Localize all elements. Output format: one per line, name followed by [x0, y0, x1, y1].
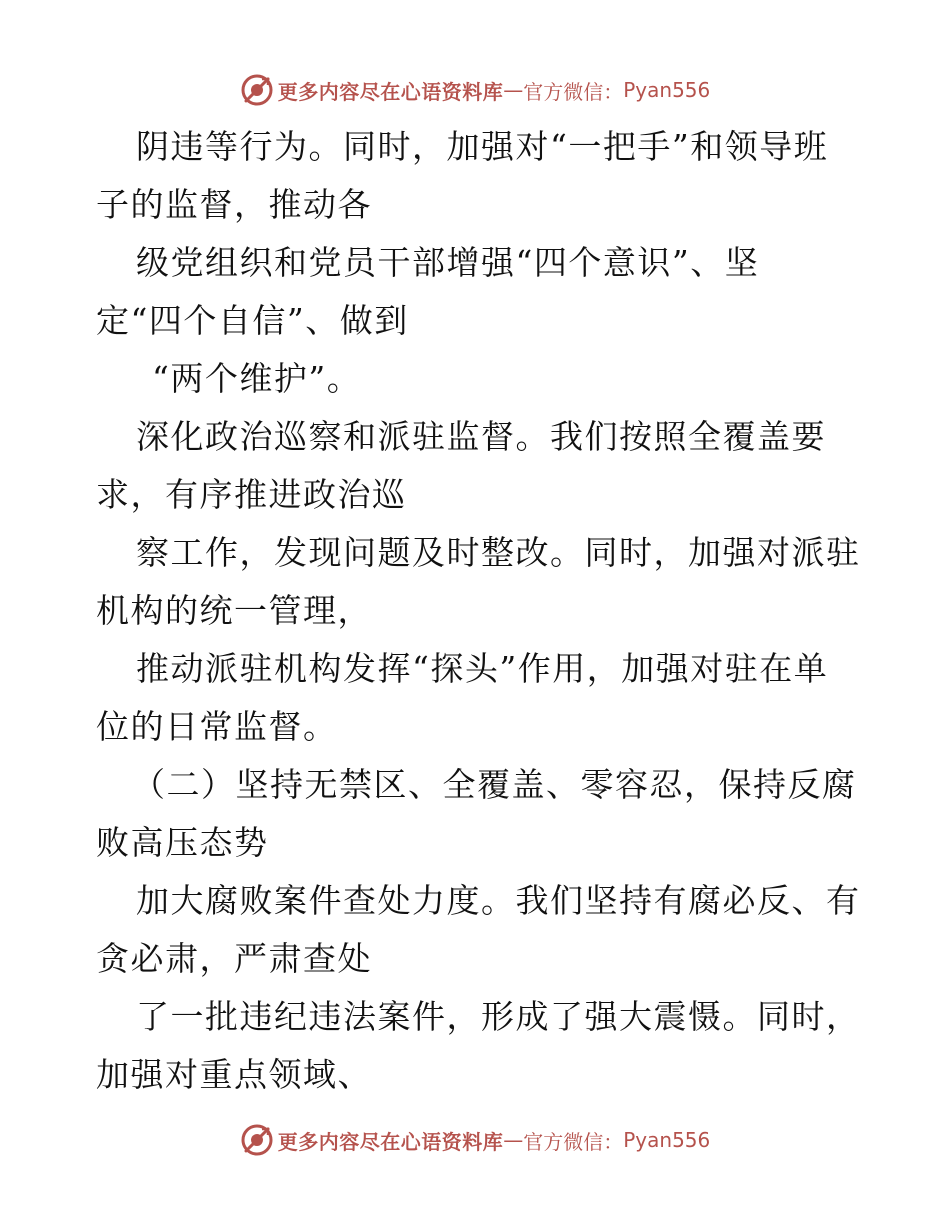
- text-line: 求，有序推进政治巡: [96, 475, 407, 514]
- banner-wechat-label: 官方微信：: [523, 1129, 624, 1154]
- header-banner: [0, 70, 950, 110]
- brand-logo-icon: [240, 73, 274, 107]
- text-line: 位的日常监督。: [96, 707, 338, 746]
- text-line: 察工作，发现问题及时整改。同时，加强对派驻: [136, 533, 861, 572]
- text-line: 了一批违纪违法案件，形成了强大震慑。同时，: [136, 997, 861, 1036]
- text-line: 定“四个自信”、做到: [96, 301, 409, 340]
- banner-wechat-id: Pyan556: [623, 78, 711, 102]
- text-line: 加强对重点领域、: [96, 1055, 372, 1094]
- section-heading-cont: 败高压态势: [96, 823, 269, 862]
- brand-logo-icon: [240, 1123, 274, 1157]
- text-line: 级党组织和党员干部增强“四个意识”、坚: [136, 243, 760, 282]
- text-line: 贪必肃，严肃查处: [96, 939, 372, 978]
- footer-banner: [0, 1120, 950, 1160]
- text-line: 加大腐败案件查处力度。我们坚持有腐必反、有: [136, 881, 861, 920]
- banner-separator: —: [503, 78, 524, 102]
- text-line: 阴违等行为。同时，加强对“一把手”和领导班: [136, 127, 829, 166]
- document-body: [96, 118, 876, 1104]
- text-line: 深化政治巡察和派驻监督。我们按照全覆盖要: [136, 417, 826, 456]
- text-line: “两个维护”。: [152, 359, 362, 398]
- banner-main-text: 更多内容尽在心语资料库: [277, 1129, 504, 1154]
- banner-wechat-id: Pyan556: [623, 1128, 711, 1152]
- text-line: 子的监督，推动各: [96, 185, 372, 224]
- text-line: 机构的统一管理，: [96, 591, 372, 630]
- banner-main-text: 更多内容尽在心语资料库: [277, 79, 504, 104]
- section-heading: （二）坚持无禁区、全覆盖、零容忍，保持反腐: [132, 765, 857, 804]
- text-line: 推动派驻机构发挥“探头”作用，加强对驻在单: [136, 649, 829, 688]
- banner-separator: —: [503, 1128, 524, 1152]
- banner-wechat-label: 官方微信：: [523, 79, 624, 104]
